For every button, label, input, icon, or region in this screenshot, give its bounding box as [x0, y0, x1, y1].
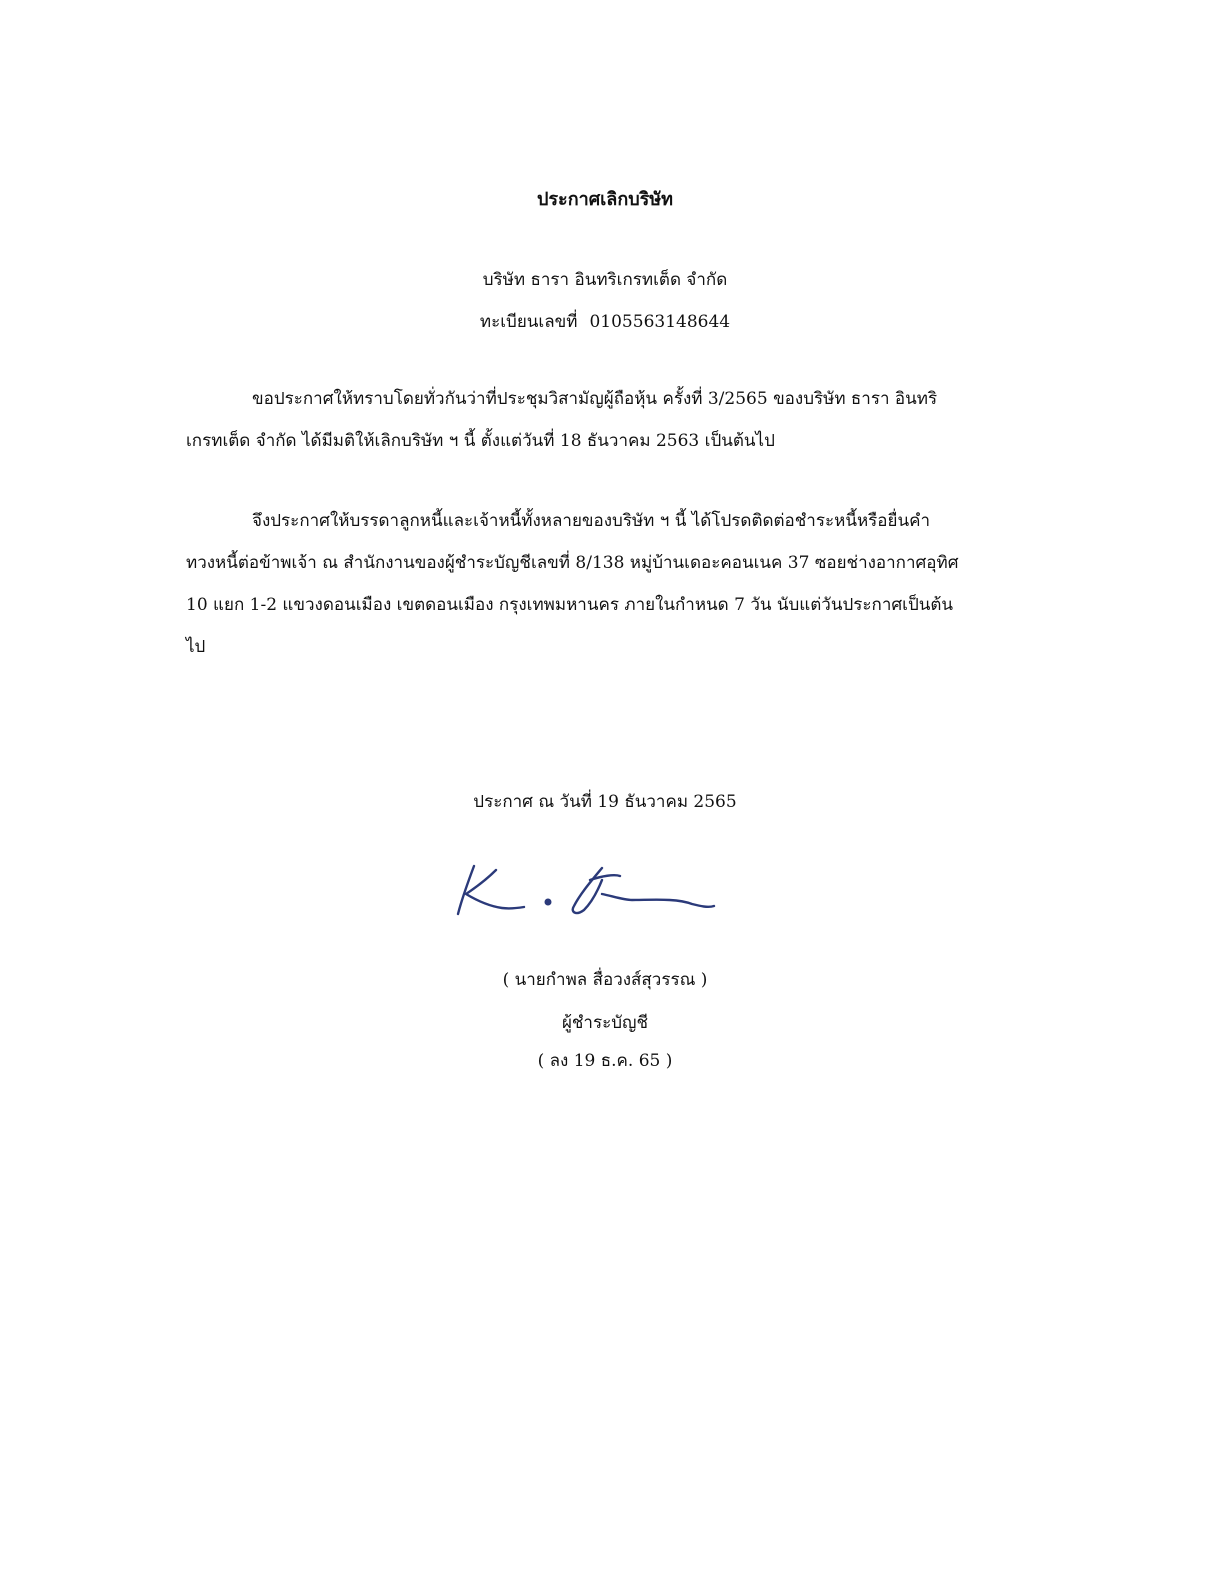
paragraph-line: 10 แยก 1-2 แขวงดอนเมือง เขตดอนเมือง กรุงเทพมหานคร ภายในกำหนด 7 วัน นับแต่วันประกาศเป็นต้น	[186, 595, 954, 615]
registration-number: 0105563148644	[589, 312, 731, 332]
page-title: ประกาศเลิกบริษัท	[536, 189, 674, 210]
announcement-date: ประกาศ ณ วันที่ 19 ธันวาคม 2565	[473, 792, 737, 812]
handwritten-signature	[452, 858, 732, 928]
paragraph-line: จึงประกาศให้บรรดาลูกหนี้และเจ้าหนี้ทั้งหลายของบริษัท ฯ นี้ ได้โปรดติดต่อชำระหนี้หรือยื่นคำ	[252, 511, 930, 531]
signer-role: ผู้ชำระบัญชี	[561, 1013, 649, 1033]
company-name: บริษัท ธารา อินทริเกรทเต็ด จำกัด	[482, 270, 728, 290]
paragraph-line: ขอประกาศให้ทราบโดยทั่วกันว่าที่ประชุมวิสามัญผู้ถือหุ้น ครั้งที่ 3/2565 ของบริษัท ธารา อินทริ	[252, 389, 938, 409]
paragraph-line: เกรทเต็ด จำกัด ได้มีมติให้เลิกบริษัท ฯ นี้ ตั้งแต่วันที่ 18 ธันวาคม 2563 เป็นต้นไป	[186, 431, 775, 451]
creditor-notice-paragraph	[186, 500, 1026, 668]
registration-line	[0, 308, 1210, 335]
dissolution-paragraph	[186, 378, 1026, 462]
paragraph-line: ไป	[186, 637, 206, 657]
signed-date: ( ลง 19 ธ.ค. 65 )	[537, 1051, 673, 1071]
paragraph-line: ทวงหนี้ต่อข้าพเจ้า ณ สำนักงานของผู้ชำระบัญชีเลขที่ 8/138 หมู่บ้านเดอะคอนเนค 37 ซอยช่างอากาศอุทิศ	[186, 553, 959, 573]
registration-label: ทะเบียนเลขที่	[479, 312, 578, 332]
signer-name: ( นายกำพล สื่อวงส์สุวรรณ )	[502, 970, 708, 990]
